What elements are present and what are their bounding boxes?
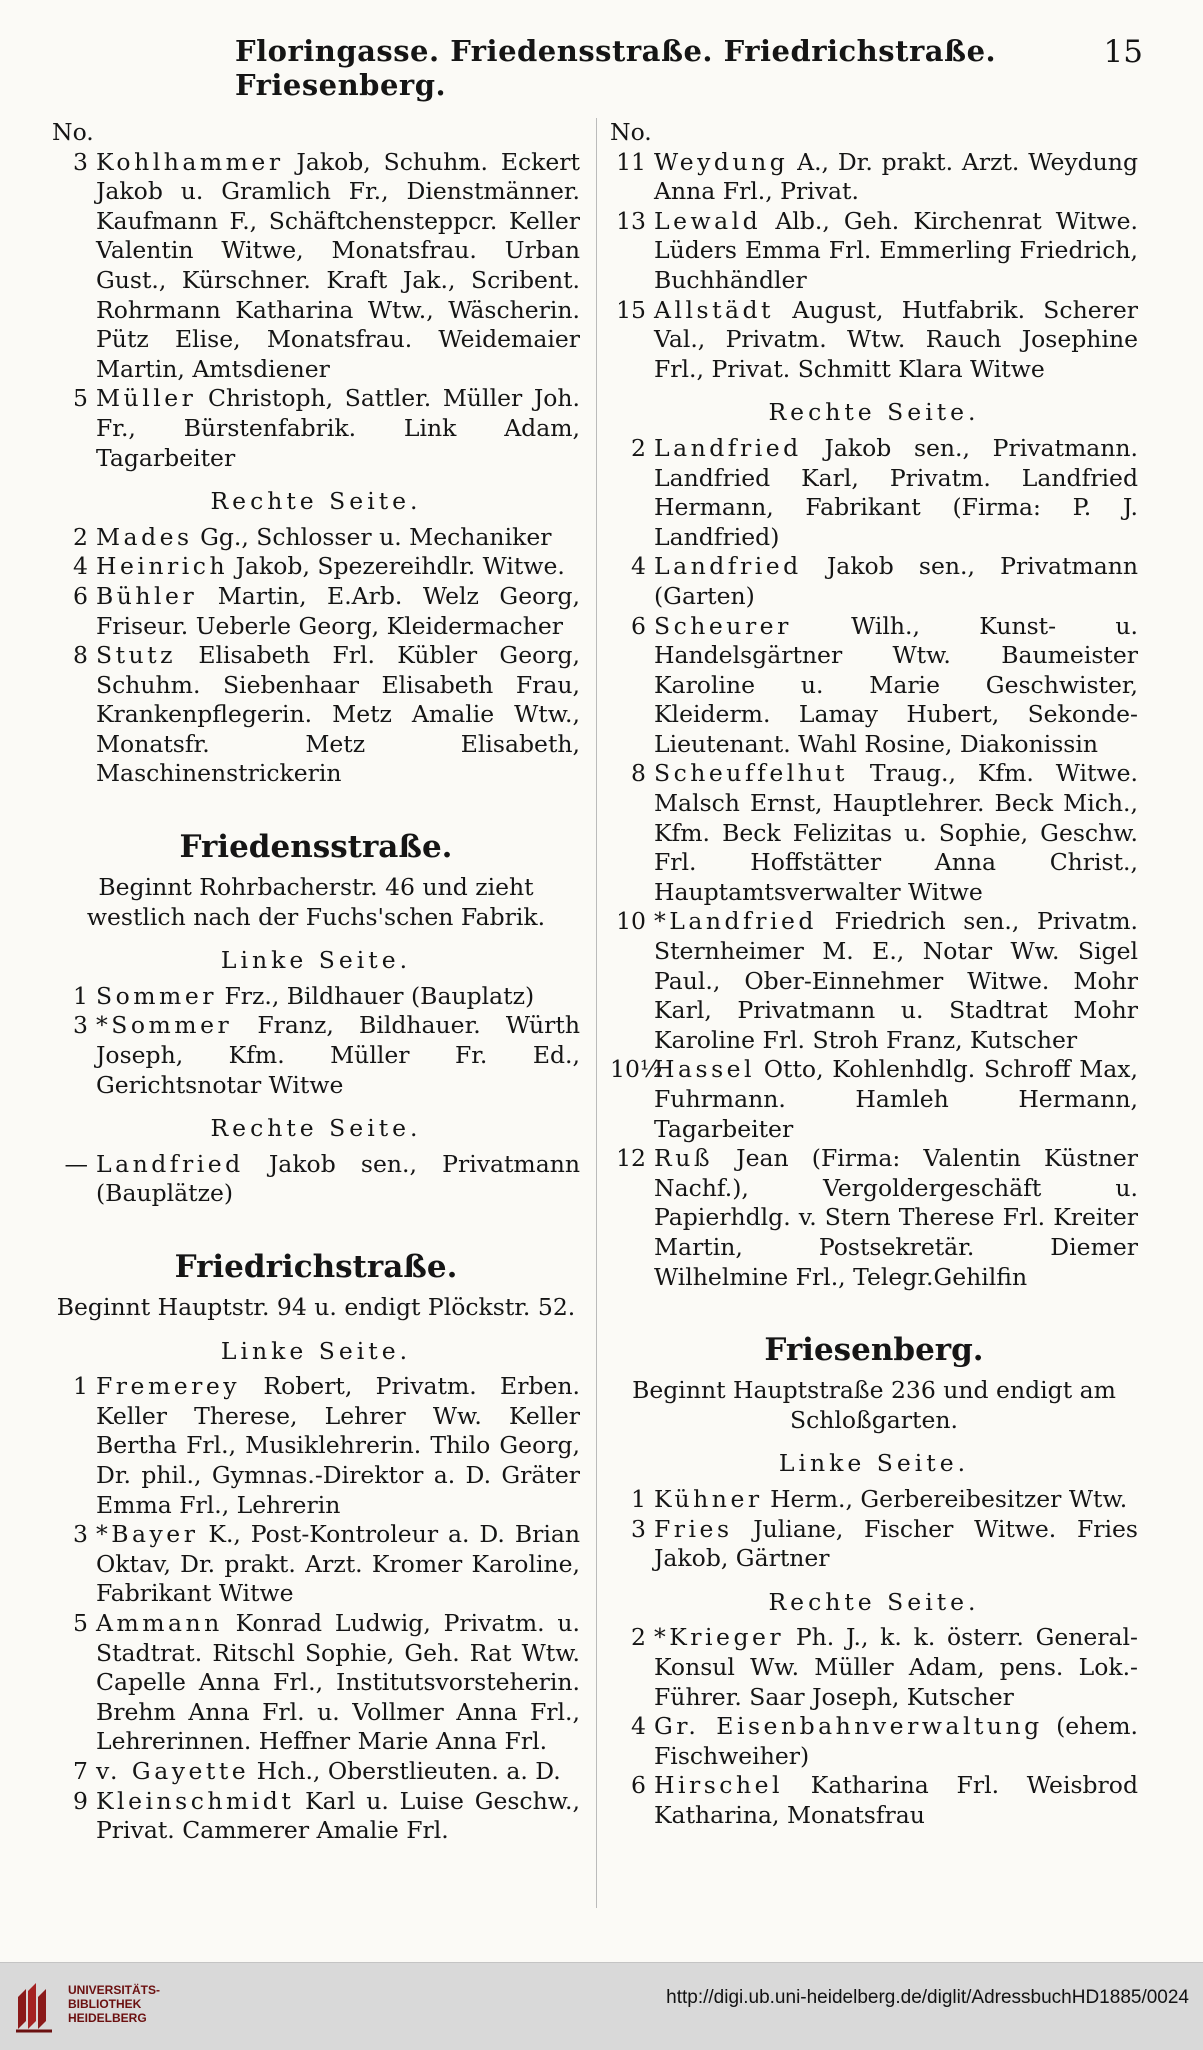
house-number: 4 [73, 552, 88, 581]
entry-text: Jakob sen., Privatmann. Landfried Karl, Privatm. Landfried Hermann, Fabrikant (Firma: P. J. Landfried) [654, 433, 1138, 551]
address-entry [52, 148, 580, 385]
entry-list [610, 434, 1138, 1292]
library-name-line: HEIDELBERG [68, 2011, 147, 2025]
address-entry [610, 907, 1138, 1055]
university-logo-icon [12, 1977, 58, 2035]
entry-text: Wilh., Kunst- u. Handelsgärtner Wtw. Baumeister Karoline u. Marie Geschwister, Kleiderm. Lamay Hubert, Sekonde-Lieutenant. Wahl Rosine, Diakonissin [654, 611, 1138, 758]
library-name-line: UNIVERSITÄTS- [68, 1983, 161, 1997]
address-entry [52, 1609, 580, 1757]
owner-name: Gr. Eisenbahnverwaltung [654, 1712, 1043, 1741]
entry-text: (ehem. Fischweiher) [654, 1712, 1138, 1770]
owner-name: *Bayer [96, 1520, 199, 1549]
owner-name: Scheuffelhut [654, 759, 848, 788]
column-divider [596, 118, 597, 1908]
source-url[interactable]: http://digi.ub.uni-heidelberg.de/diglit/AdressbuchHD1885/0024 [666, 1987, 1189, 2008]
owner-name: Stutz [96, 641, 177, 670]
left-column [52, 118, 580, 1846]
entry-text: Gg., Schlosser u. Mechaniker [192, 522, 552, 551]
house-number: 3 [73, 1520, 88, 1549]
owner-name: Landfried [654, 433, 802, 462]
address-entry [610, 1485, 1138, 1515]
entry-text: Katharina Frl. Weisbrod Katharina, Monatsfrau [654, 1771, 1138, 1829]
number-label: No. [52, 118, 94, 146]
footer-bar [0, 1962, 1203, 2050]
entry-text: Martin, E.Arb. Welz Georg, Friseur. Ueberle Georg, Kleidermacher [96, 581, 580, 640]
entry-text: Jakob sen., Privatmann (Garten) [654, 552, 1138, 610]
address-entry [52, 523, 580, 553]
house-number: 3 [631, 1514, 646, 1543]
house-number: 6 [631, 611, 646, 640]
entry-text: Christoph, Sattler. Müller Joh. Fr., Bürstenfabrik. Link Adam, Tagarbeiter [96, 384, 580, 472]
library-name [68, 1983, 160, 2025]
owner-name: Ammann [96, 1608, 223, 1637]
entry-text: Jakob, Schuhm. Eckert Jakob u. Gramlich Fr., Dienstmänner. Kaufmann F., Schäftchensteppcr. Keller Valentin Witwe, Monatsfrau. Urban Gust., Kürschner. Kraft Jak., Scribent. Rohrmann Katharina Wtw., Wäscherin. Pütz Elise, Monatsfrau. Weidemaier Martin, Amtsdiener [96, 147, 580, 383]
entry-text: A., Dr. prakt. Arzt. Weydung Anna Frl., Privat. [654, 147, 1138, 206]
house-number: 12 [616, 1144, 646, 1173]
owner-name: Fremerey [96, 1372, 241, 1401]
entry-list [52, 523, 580, 789]
owner-name: Heinrich [96, 552, 229, 581]
house-number: 1 [73, 1372, 88, 1401]
address-entry [610, 552, 1138, 611]
owner-name: Hassel [654, 1055, 756, 1084]
page-number: 15 [1103, 34, 1143, 70]
address-entry [52, 582, 580, 641]
number-label: No. [610, 118, 652, 146]
address-entry [610, 1144, 1138, 1292]
section-heading: Rechte Seite. [210, 487, 422, 516]
address-entry [52, 384, 580, 473]
section-heading: Rechte Seite. [768, 398, 980, 427]
owner-name: Müller [96, 384, 197, 413]
house-number: — [64, 1149, 88, 1178]
owner-name: Kühner [654, 1484, 763, 1513]
entry-list [52, 148, 580, 474]
section-heading: Linke Seite. [220, 1336, 412, 1365]
owner-name: Kleinschmidt [96, 1786, 295, 1815]
entry-text: Robert, Privatm. Erben. Keller Therese, Lehrer Ww. Keller Bertha Frl., Musiklehrerin. Thilo Georg, Dr. phil., Gymnas.-Direktor a. D. Gräter Emma Frl., Lehrerin [96, 1372, 580, 1519]
house-number: 7 [73, 1756, 88, 1785]
address-entry [610, 612, 1138, 760]
house-number: 13 [616, 206, 646, 235]
address-entry [52, 641, 580, 789]
entry-text: Friedrich sen., Privatm. Sternheimer M. E., Notar Ww. Sigel Paul., Ober-Einnehmer Witwe. Mohr Karl, Privatmann u. Stadtrat Mohr Karoline Frl. Stroh Franz, Kutscher [654, 907, 1138, 1054]
house-number: 4 [631, 552, 646, 581]
address-entry [52, 552, 580, 582]
address-entry [52, 1372, 580, 1520]
owner-name: Scheurer [654, 611, 792, 640]
entry-text: Jakob sen., Privatmann (Bauplätze) [96, 1149, 580, 1208]
address-entry [610, 207, 1138, 296]
house-number: 2 [631, 1623, 646, 1652]
address-entry [610, 1515, 1138, 1574]
entry-text: Hch., Oberstlieuten. a. D. [249, 1756, 561, 1785]
owner-name: Mades [96, 522, 193, 551]
address-entry [52, 1011, 580, 1100]
house-number: 3 [73, 1011, 88, 1040]
house-number: 6 [631, 1771, 646, 1800]
entry-text: August, Hutfabrik. Scherer Val., Privatm. Wtw. Rauch Josephine Frl., Privat. Schmitt Klara Witwe [654, 295, 1138, 383]
house-number: 2 [631, 433, 646, 462]
owner-name: Allstädt [654, 295, 775, 324]
entry-list [610, 1623, 1138, 1830]
entry-text: Ph. J., k. k. österr. General-Konsul Ww. Müller Adam, pens. Lok.-Führer. Saar Joseph, Kutscher [654, 1623, 1138, 1711]
entry-text: Karl u. Luise Geschw., Privat. Cammerer Amalie Frl. [96, 1786, 580, 1845]
house-number: 8 [73, 641, 88, 670]
house-number: 2 [73, 522, 88, 551]
owner-name: *Landfried [654, 907, 817, 936]
owner-name: *Sommer [96, 1011, 233, 1040]
house-number: 5 [73, 384, 88, 413]
address-entry [52, 1150, 580, 1209]
owner-name: *Krieger [654, 1623, 785, 1652]
street-heading: Friedensstraße. [179, 829, 453, 866]
owner-name: Hirschel [654, 1771, 784, 1800]
section-heading: Linke Seite. [778, 1449, 970, 1478]
house-number: 8 [631, 759, 646, 788]
house-number: 1 [631, 1484, 646, 1513]
owner-name: Fries [654, 1514, 733, 1543]
address-entry [610, 148, 1138, 207]
owner-name: v. Gayette [96, 1756, 250, 1785]
owner-name: Kohlhammer [96, 147, 284, 176]
address-entry [610, 1055, 1138, 1144]
address-entry [610, 434, 1138, 552]
street-description: Beginnt Hauptstraße 236 und endigt am Schloßgarten. [632, 1376, 1116, 1434]
entry-text: Alb., Geh. Kirchenrat Witwe. Lüders Emma Frl. Emmerling Friedrich, Buchhändler [654, 206, 1138, 294]
entry-list [52, 1372, 580, 1846]
entry-list [610, 148, 1138, 385]
address-entry [610, 1623, 1138, 1712]
entry-text: Traug., Kfm. Witwe. Malsch Ernst, Hauptlehrer. Beck Mich., Kfm. Beck Felizitas u. Sophie, Geschw. Frl. Hoffstätter Anna Christ., Hauptamtsverwalter Witwe [654, 759, 1138, 906]
house-number: 10 [616, 907, 646, 936]
owner-name: Ruß [654, 1144, 714, 1173]
section-heading: Linke Seite. [220, 946, 412, 975]
entry-text: Frz., Bildhauer (Bauplatz) [216, 981, 535, 1010]
address-entry [610, 296, 1138, 385]
street-description: Beginnt Hauptstr. 94 u. endigt Plöckstr. 52. [56, 1293, 576, 1321]
entry-list [610, 1485, 1138, 1574]
owner-name: Landfried [654, 552, 802, 581]
house-number: 1 [73, 981, 88, 1010]
house-number: 10½ [610, 1055, 663, 1084]
house-number: 11 [616, 147, 646, 176]
house-number: 3 [73, 147, 88, 176]
entry-text: Franz, Bildhauer. Würth Joseph, Kfm. Müller Fr. Ed., Gerichtsnotar Witwe [96, 1011, 580, 1099]
owner-name: Landfried [96, 1149, 244, 1178]
house-number: 15 [616, 295, 646, 324]
owner-name: Weydung [654, 147, 789, 176]
street-heading: Friedrichstraße. [174, 1249, 458, 1285]
entry-text: Otto, Kohlenhdlg. Schroff Max, Fuhrmann. Hamleh Hermann, Tagarbeiter [654, 1055, 1138, 1143]
entry-text: Konrad Ludwig, Privatm. u. Stadtrat. Ritschl Sophie, Geh. Rat Wtw. Capelle Anna Frl., Institutsvorsteherin. Brehm Anna Frl. u. Vollmer Anna Frl., Lehrerinnen. Heffner Marie Anna Frl. [96, 1608, 580, 1756]
street-heading: Friesenberg. [764, 1332, 984, 1369]
house-number: 4 [631, 1712, 646, 1741]
address-entry [52, 1787, 580, 1846]
entry-text: Juliane, Fischer Witwe. Fries Jakob, Gärtner [654, 1514, 1138, 1573]
house-number: 6 [73, 581, 88, 610]
section-heading: Rechte Seite. [210, 1114, 422, 1143]
page-header [60, 34, 1143, 102]
address-entry [52, 1520, 580, 1609]
house-number: 5 [73, 1608, 88, 1637]
address-entry [610, 1712, 1138, 1771]
entry-text: Herm., Gerbereibesitzer Wtw. [762, 1484, 1128, 1513]
owner-name: Bühler [96, 581, 198, 610]
entry-text: Elisabeth Frl. Kübler Georg, Schuhm. Siebenhaar Elisabeth Frau, Krankenpflegerin. Metz Amalie Wtw., Monatsfr. Metz Elisabeth, Maschinenstrickerin [96, 641, 580, 788]
entry-text: Jean (Firma: Valentin Küstner Nachf.), Vergoldergeschäft u. Papierhdlg. v. Stern Therese Frl. Kreiter Martin, Postsekretär. Diemer Wilhelmine Frl., Telegr.Gehilfin [654, 1144, 1138, 1291]
entry-list [52, 982, 580, 1100]
address-entry [52, 982, 580, 1012]
entry-list [52, 1150, 580, 1209]
entry-text: Jakob, Spezereihdlr. Witwe. [228, 552, 565, 581]
house-number: 9 [73, 1786, 88, 1815]
owner-name: Sommer [96, 981, 217, 1010]
section-heading: Rechte Seite. [768, 1587, 980, 1616]
address-entry [52, 1757, 580, 1787]
right-column [610, 118, 1138, 1830]
street-description: Beginnt Rohrbacherstr. 46 und zieht westlich nach der Fuchs'schen Fabrik. [86, 873, 546, 931]
address-entry [610, 759, 1138, 907]
page-title: Floringasse. Friedensstraße. Friedrichstraße. Friesenberg. [235, 34, 997, 102]
address-entry [610, 1771, 1138, 1830]
entry-text: K., Post-Kontroleur a. D. Brian Oktav, Dr. prakt. Arzt. Kromer Karoline, Fabrikant Witwe [96, 1520, 580, 1608]
owner-name: Lewald [654, 206, 762, 235]
library-name-line: BIBLIOTHEK [68, 1997, 142, 2011]
